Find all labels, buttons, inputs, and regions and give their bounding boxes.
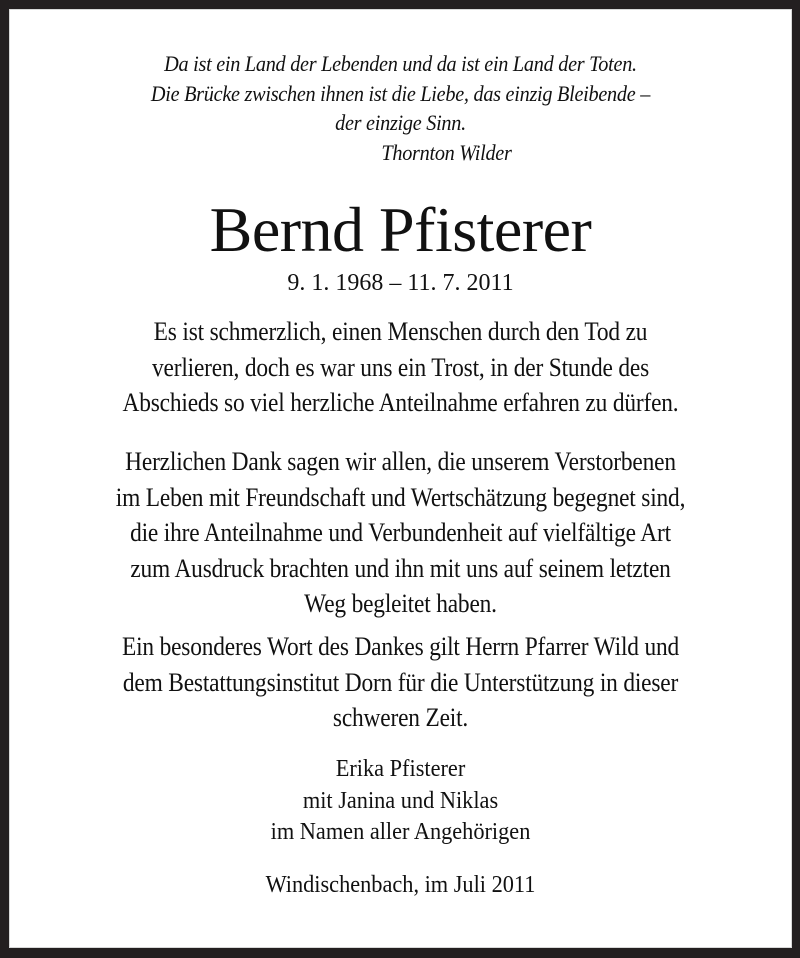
paragraph-line: die ihre Anteilnahme und Verbundenheit auf vielfältige Art (130, 518, 671, 547)
signature-line: mit Janina und Niklas (302, 787, 499, 814)
paragraph-line: zum Ausdruck brachten und ihn mit uns auf seinem letzten (130, 553, 671, 583)
paragraph-intro (48, 314, 753, 421)
paragraph-line: Abschieds so viel herzliche Anteilnahme erfahren zu dürfen. (122, 388, 679, 417)
deceased-name: Bernd Pfisterer (209, 194, 592, 265)
signature-block (36, 754, 764, 849)
signature-line: im Namen aller Angehörigen (270, 819, 531, 845)
quote-author: Thornton Wilder (381, 139, 512, 165)
paragraph-line: Ein besonderes Wort des Dankes gilt Herrn Pfarrer Wild und (121, 632, 680, 661)
quote-line: der einzige Sinn. (335, 110, 466, 135)
paragraph-line: schweren Zeit. (332, 703, 469, 732)
paragraph-line: verlieren, doch es war uns ein Trost, in der Stunde des (151, 352, 650, 382)
quote-line: Die Brücke zwischen ihnen ist die Liebe, das einzig Bleibende – (150, 80, 651, 106)
paragraph-line: Es ist schmerzlich, einen Menschen durch den Tod zu (153, 317, 648, 346)
obituary-notice (9, 9, 792, 948)
paragraph-line: dem Bestattungsinstitut Dorn für die Unterstützung in dieser (122, 667, 679, 697)
paragraph-line: Weg begleitet haben. (304, 589, 497, 618)
paragraph-line: im Leben mit Freundschaft und Wertschätzung begegnet sind, (115, 482, 686, 512)
signature-line: Erika Pfisterer (335, 756, 466, 782)
paragraph-line: Herzlichen Dank sagen wir allen, die unserem Verstorbenen (125, 447, 676, 476)
quote-line: Da ist ein Land der Lebenden und da ist ein Land der Toten. (164, 51, 637, 76)
location-date: Windischenbach, im Juli 2011 (265, 872, 536, 898)
life-dates: 9. 1. 1968 – 11. 7. 2011 (287, 270, 514, 296)
paragraph-special-thanks (48, 629, 753, 736)
paragraph-thanks (48, 444, 753, 622)
epigraph-quote (40, 49, 760, 167)
